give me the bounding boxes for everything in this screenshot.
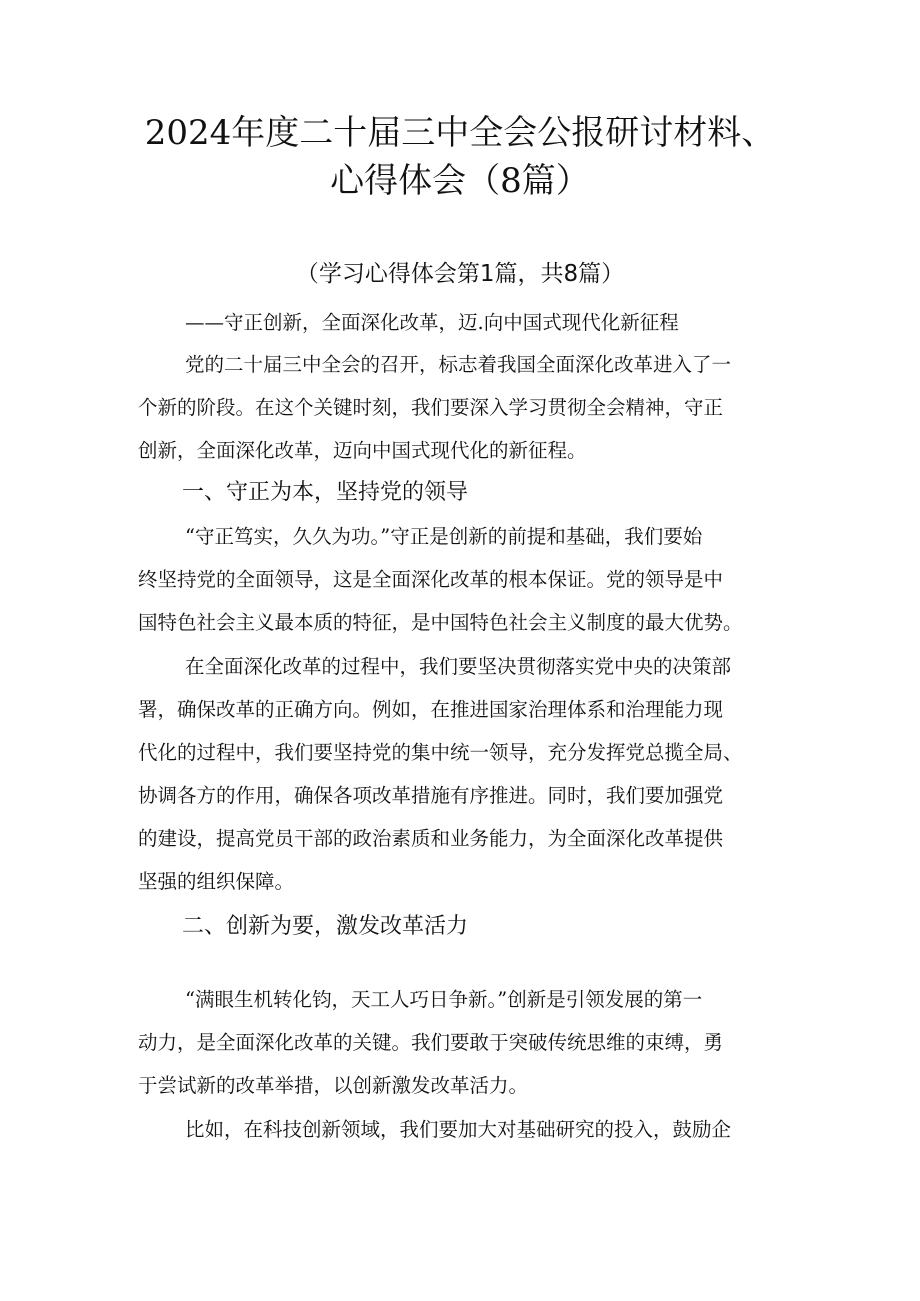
paragraph-line: 协调各方的作用，确保各项改革措施有序推进。同时，我们要加强党: [138, 784, 724, 807]
paragraph-line: 署，确保改革的正确方向。例如，在推进国家治理体系和治理能力现: [138, 698, 724, 721]
paragraph-line: “守正笃实，久久为功。”守正是创新的前提和基础，我们要始: [185, 525, 703, 548]
paragraph-line: 比如，在科技创新领域，我们要加大对基础研究的投入，鼓励企: [185, 1118, 732, 1141]
paragraph-line: 于尝试新的改革举措，以创新激发改革活力。: [138, 1074, 529, 1097]
document-subtitle: （学习心得体会第1篇，共8篇）: [295, 261, 625, 287]
document-title-line-1: 2024年度二十届三中全会公报研讨材料、: [144, 113, 776, 153]
paragraph-line: 在全面深化改革的过程中，我们要坚决贯彻落实党中央的决策部: [185, 655, 732, 678]
paragraph-line: 创新，全面深化改革，迈向中国式现代化的新征程。: [138, 439, 587, 462]
paragraph-line: 代化的过程中，我们要坚持党的集中统一领导，充分发挥党总揽全局、: [138, 741, 743, 764]
section-heading-2: 二、创新为要，激发改革活力: [182, 914, 469, 939]
paragraph-line: 个新的阶段。在这个关键时刻，我们要深入学习贯彻全会精神，守正: [138, 396, 724, 419]
section-heading-1: 一、守正为本，坚持党的领导: [182, 480, 469, 505]
paragraph-line: 党的二十届三中全会的召开，标志着我国全面深化改革进入了一: [185, 353, 732, 376]
paragraph-line: 坚强的组织保障。: [138, 870, 295, 893]
theme-line: ——守正创新，全面深化改革，迈.向中国式现代化新征程: [185, 311, 679, 334]
paragraph-line: 的建设，提高党员干部的政治素质和业务能力，为全面深化改革提供: [138, 827, 724, 850]
paragraph-line: 国特色社会主义最本质的特征，是中国特色社会主义制度的最大优势。: [138, 611, 743, 634]
paragraph-line: “满眼生机转化钧，天工人巧日争新。”创新是引领发展的第一: [185, 988, 703, 1011]
document-title-line-2: 心得体会（8篇）: [330, 161, 590, 201]
paragraph-line: 终坚持党的全面领导，这是全面深化改革的根本保证。党的领导是中: [138, 568, 724, 591]
paragraph-line: 动力，是全面深化改革的关键。我们要敢于突破传统思维的束缚，勇: [138, 1031, 724, 1054]
